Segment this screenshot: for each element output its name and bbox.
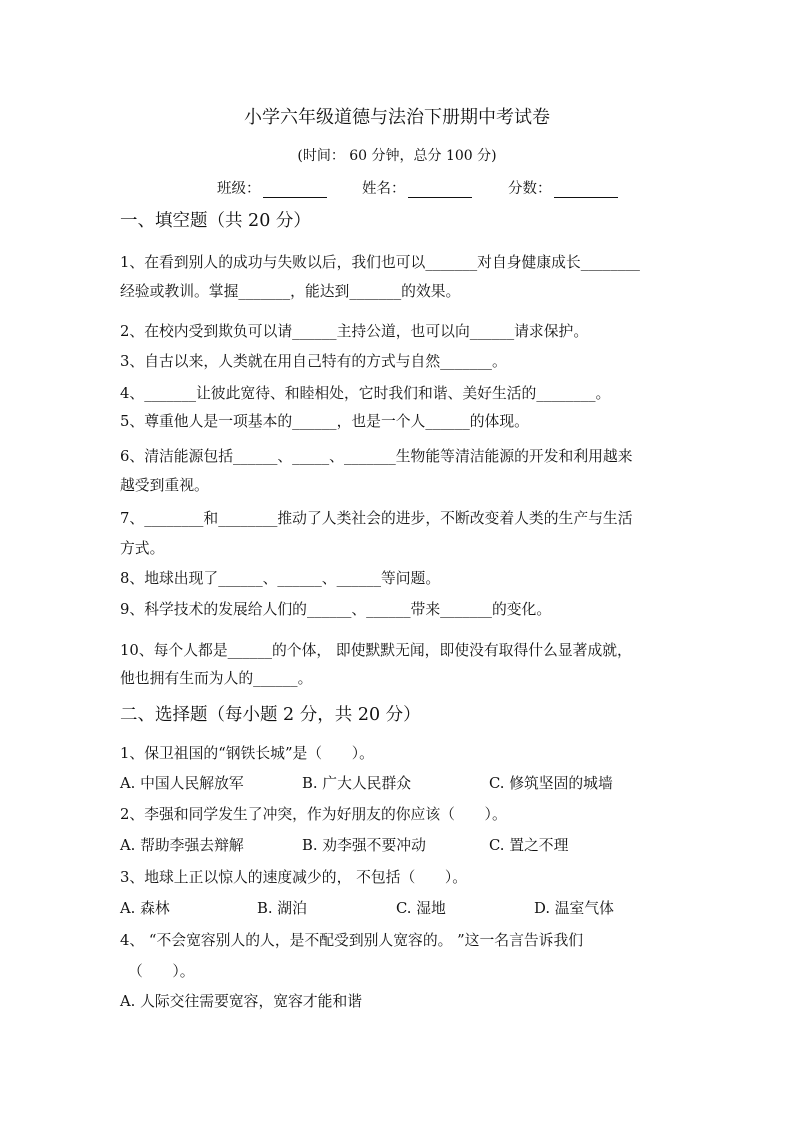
class-label: 班级： (217, 181, 261, 197)
question-6-line-1: 6、清洁能源包括______、_____、_______生物能等清洁能源的开发和利用越来 (120, 448, 633, 465)
option-a: A. 森林 (120, 900, 170, 917)
question-2: 2、在校内受到欺负可以请______主持公道，也可以向______请求保护。 (120, 323, 589, 340)
option-b: B. 劝李强不要冲动 (302, 837, 426, 854)
option-b: B. 广大人民群众 (302, 775, 412, 792)
option-b: B. 湖泊 (257, 900, 307, 917)
name-label: 姓名： (362, 181, 406, 197)
score-blank (554, 182, 618, 198)
question-1-line-2: 经验或教训。掌握_______，能达到_______的效果。 (120, 283, 461, 300)
question-3: 3、自古以来，人类就在用自己特有的方式与自然_______。 (120, 353, 507, 370)
score-label: 分数： (508, 181, 552, 197)
exam-duration-info: (时间： 60 分钟，总分 100 分) (297, 148, 497, 164)
choice-question-2: 2、李强和同学发生了冲突，作为好朋友的你应该（ ）。 (120, 806, 507, 823)
score-field (508, 177, 618, 198)
name-blank (408, 182, 472, 198)
question-10-line-1: 10、每个人都是______的个体， 即使默默无闻，即使没有取得什么显著成就， (120, 642, 632, 659)
page-title: 小学六年级道德与法治下册期中考试卷 (244, 107, 550, 128)
option-c: C. 湿地 (396, 900, 446, 917)
question-7-line-2: 方式。 (120, 540, 165, 557)
option-c: C. 修筑坚固的城墙 (489, 775, 613, 792)
choice-question-3: 3、地球上正以惊人的速度减少的， 不包括（ ）。 (120, 869, 468, 886)
question-7-line-1: 7、________和________推动了人类社会的进步，不断改变着人类的生产与生活 (120, 510, 633, 527)
choice-question-1: 1、保卫祖国的“钢铁长城”是（ ）。 (120, 745, 374, 762)
section-heading-fill-blank: 一、填空题（共 20 分） (120, 211, 311, 231)
question-10-line-2: 他也拥有生而为人的______。 (120, 670, 313, 687)
choice-question-4-line-1: 4、 “不会宽容别人的人，是不配受到别人宽容的。 ”这一名言告诉我们 (120, 932, 584, 949)
question-5: 5、尊重他人是一项基本的______，也是一个人______的体现。 (120, 413, 529, 430)
question-6-line-2: 越受到重视。 (120, 477, 209, 494)
choice-question-4-option-a: A. 人际交往需要宽容，宽容才能和谐 (120, 993, 363, 1010)
name-field (362, 177, 472, 198)
question-8: 8、地球出现了______、______、______等问题。 (120, 570, 441, 587)
class-field (217, 177, 327, 198)
option-a: A. 中国人民解放军 (120, 775, 244, 792)
option-c: C. 置之不理 (489, 837, 569, 854)
option-d: D. 温室气体 (534, 900, 614, 917)
option-a: A. 帮助李强去辩解 (120, 837, 244, 854)
section-heading-multiple-choice: 二、选择题（每小题 2 分，共 20 分） (120, 705, 421, 725)
choice-question-4-line-2: （ ）。 (128, 963, 195, 980)
question-1-line-1: 1、在看到别人的成功与失败以后，我们也可以_______对自身健康成长________ (120, 254, 640, 271)
class-blank (263, 182, 327, 198)
question-4: 4、_______让彼此宽待、和睦相处，它时我们和谐、美好生活的________。 (120, 385, 611, 402)
question-9: 9、科学技术的发展给人们的______、______带来_______的变化。 (120, 601, 552, 618)
